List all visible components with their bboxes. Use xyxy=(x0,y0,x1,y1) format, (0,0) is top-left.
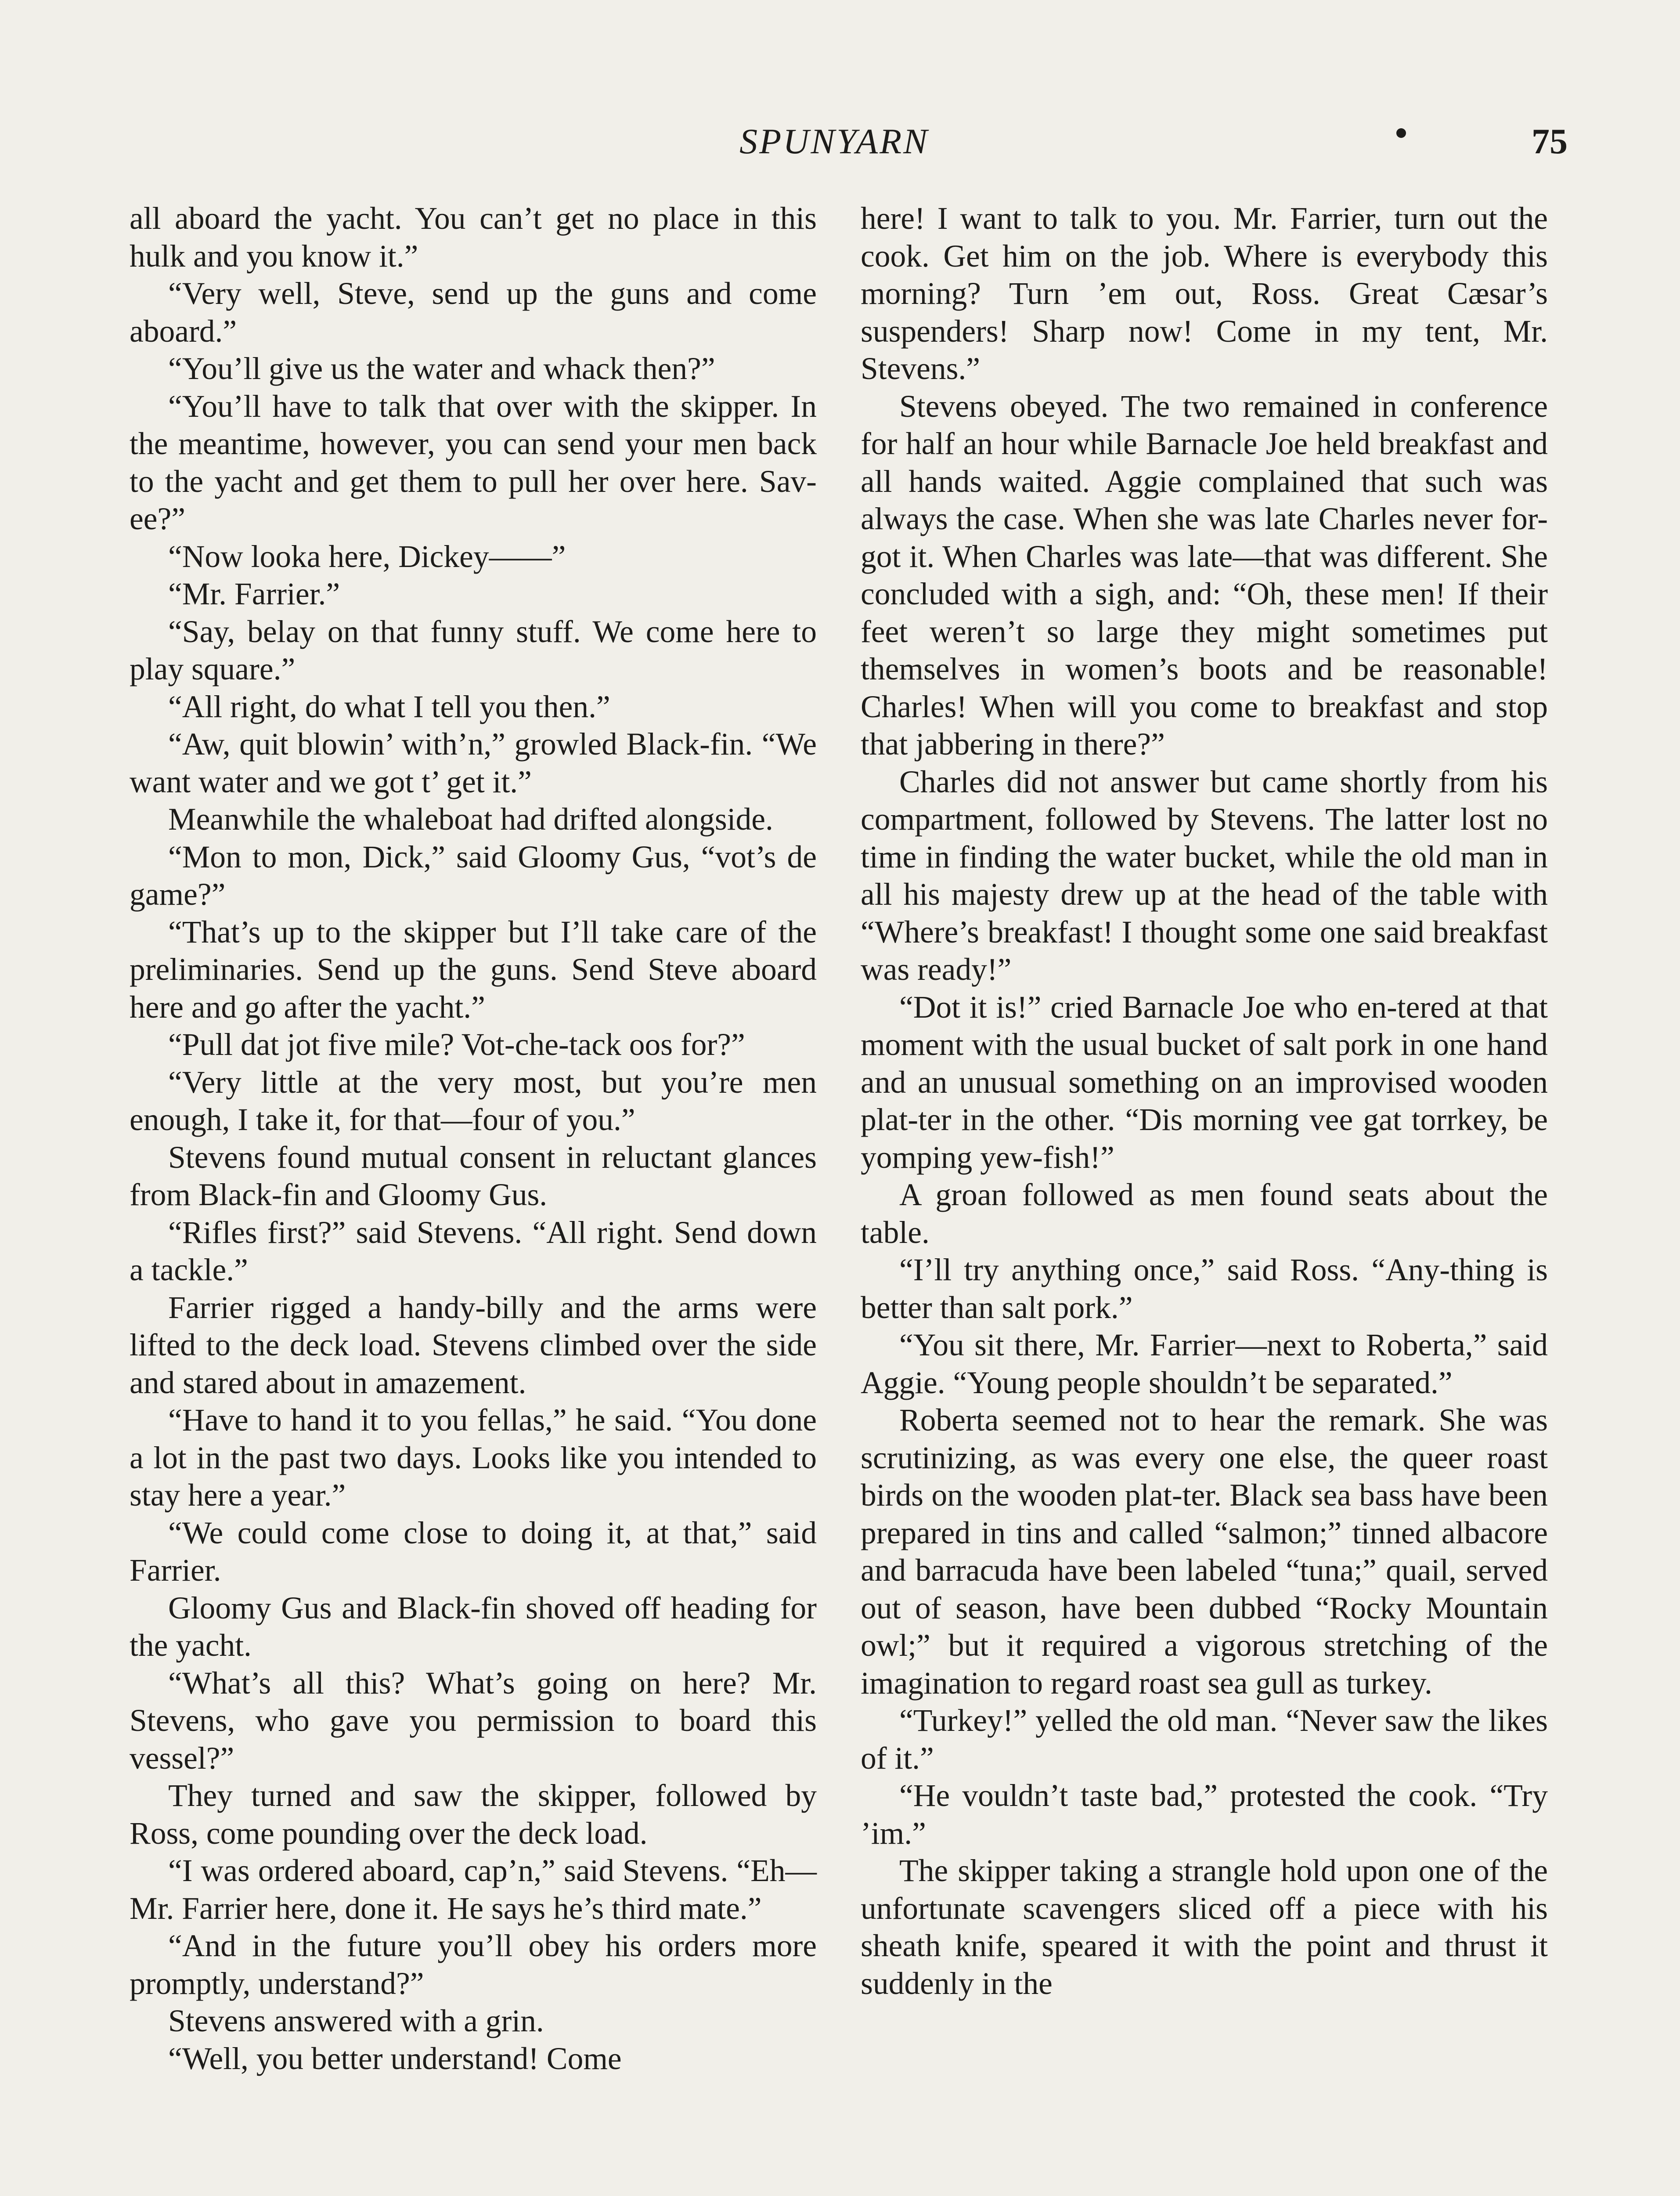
bullet-mark xyxy=(1396,128,1406,138)
paragraph: all aboard the yacht. You can’t get no place in this hulk and you know it.” xyxy=(130,201,817,274)
paragraph: “Now looka here, Dickey——” xyxy=(168,539,566,574)
paragraph: “Aw, quit blowin’ with’n,” growled Black-fin. “We want water and we got t’ get it.” xyxy=(130,727,817,799)
paragraph: “And in the future you’ll obey his orders more promptly, understand?” xyxy=(130,1929,817,2001)
paragraph: “Say, belay on that funny stuff. We come here to play square.” xyxy=(130,614,817,686)
paragraph: here! I want to talk to you. Mr. Farrier, turn out the cook. Get him on the job. Where is everybody this morning? Turn ’em out, Ross. Great Cæsar’s suspenders! Sharp now! Come in my tent, Mr. Stevens.” xyxy=(861,201,1548,386)
paragraph: “You sit there, Mr. Farrier—next to Roberta,” said Aggie. “Young people shouldn’t be separated.” xyxy=(861,1328,1548,1400)
paragraph: Stevens answered with a grin. xyxy=(168,2004,544,2038)
paragraph: “Mr. Farrier.” xyxy=(168,577,340,611)
paragraph: “Dot it is!” cried Barnacle Joe who en-tered at that moment with the usual bucket of salt pork in one hand and an unusual something on an improvised wooden plat-ter in the other. “Dis morning vee gat torrkey, be yomping yew-fish!” xyxy=(861,990,1548,1175)
page-header xyxy=(0,115,1680,168)
running-head: SPUNYARN xyxy=(739,121,929,161)
paragraph: “Very well, Steve, send up the guns and come aboard.” xyxy=(130,276,817,349)
paragraph: “We could come close to doing it, at that,” said Farrier. xyxy=(130,1515,817,1588)
paragraph: Roberta seemed not to hear the remark. She was scrutinizing, as was every one else, the queer roast birds on the wooden plat-ter. Black sea bass have been prepared in tins and called “salmon;” tinned albacore and barracuda have been labeled “tuna;” quail, served out of season, have been dubbed “Rocky Mountain owl;” but it required a vigorous stretching of the imagination to regard roast sea gull as turkey. xyxy=(861,1403,1548,1701)
paragraph: “Have to hand it to you fellas,” he said. “You done a lot in the past two days. Looks like you intended to stay here a year.” xyxy=(130,1403,817,1513)
paragraph: A groan followed as men found seats about the table. xyxy=(861,1177,1548,1250)
paragraph: They turned and saw the skipper, followed by Ross, come pounding over the deck load. xyxy=(130,1778,817,1851)
right-column xyxy=(861,200,1548,2002)
paragraph: “Rifles first?” said Stevens. “All right. Send down a tackle.” xyxy=(130,1215,817,1287)
paragraph: “Very little at the very most, but you’re men enough, I take it, for that—four of you.” xyxy=(130,1065,817,1137)
paragraph: “Turkey!” yelled the old man. “Never saw the likes of it.” xyxy=(861,1703,1548,1776)
paragraph: “He vouldn’t taste bad,” protested the cook. “Try ’im.” xyxy=(861,1778,1548,1851)
paragraph: Farrier rigged a handy-billy and the arms were lifted to the deck load. Stevens climbed over the side and stared about in amazement. xyxy=(130,1290,817,1400)
paragraph: Gloomy Gus and Black-fin shoved off heading for the yacht. xyxy=(130,1590,817,1663)
paragraph: “What’s all this? What’s going on here? Mr. Stevens, who gave you permission to board this vessel?” xyxy=(130,1665,817,1776)
paragraph: The skipper taking a strangle hold upon one of the unfortunate scavengers sliced off a piece with his sheath knife, speared it with the point and thrust it suddenly in the xyxy=(861,1853,1548,2001)
paragraph: “I’ll try anything once,” said Ross. “Any-thing is better than salt pork.” xyxy=(861,1253,1548,1325)
paragraph: “You’ll give us the water and whack then?” xyxy=(168,351,715,386)
paragraph: Stevens found mutual consent in reluctant glances from Black-fin and Gloomy Gus. xyxy=(130,1140,817,1212)
paragraph: “I was ordered aboard, cap’n,” said Stevens. “Eh—Mr. Farrier here, done it. He says he’s third mate.” xyxy=(130,1853,817,1926)
paragraph: “Mon to mon, Dick,” said Gloomy Gus, “vot’s de game?” xyxy=(130,839,817,912)
paragraph: Charles did not answer but came shortly from his compartment, followed by Stevens. The latter lost no time in finding the water bucket, while the old man in all his majesty drew up at the head of the table with “Where’s breakfast! I thought some one said breakfast was ready!” xyxy=(861,764,1548,987)
paragraph: “You’ll have to talk that over with the skipper. In the meantime, however, you can send your men back to the yacht and get them to pull her over here. Sav-ee?” xyxy=(130,389,817,536)
paragraph: “All right, do what I tell you then.” xyxy=(168,689,610,724)
left-column xyxy=(130,200,817,2077)
paragraph: Stevens obeyed. The two remained in conference for half an hour while Barnacle Joe held breakfast and all hands waited. Aggie complained that such was always the case. When she was late Charles never for-got it. When Charles was late—that was different. She concluded with a sigh, and: “Oh, these men! If their feet weren’t so large they might sometimes put themselves in women’s boots and be reasonable! Charles! When will you come to breakfast and stop that jabbering in there?” xyxy=(861,389,1548,762)
paragraph: Meanwhile the whaleboat had drifted alongside. xyxy=(168,802,773,837)
paragraph: “Pull dat jot five mile? Vot-che-tack oos for?” xyxy=(168,1027,745,1062)
page-number: 75 xyxy=(1532,121,1568,161)
paragraph: “Well, you better understand! Come xyxy=(168,2041,622,2076)
paragraph: “That’s up to the skipper but I’ll take care of the preliminaries. Send up the guns. Send Steve aboard here and go after the yacht.” xyxy=(130,914,817,1025)
